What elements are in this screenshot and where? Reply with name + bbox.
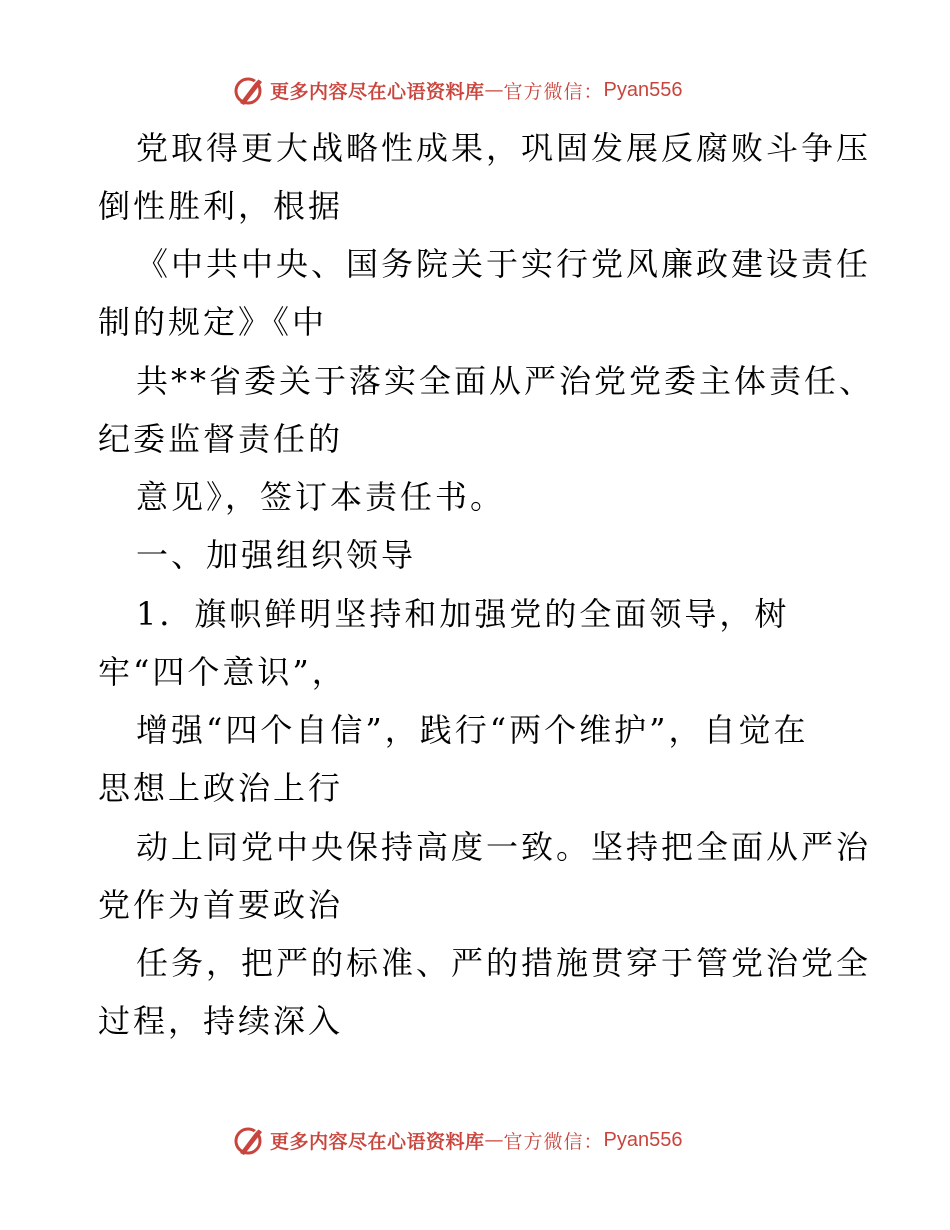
- section-heading: 一、加强组织领导: [136, 536, 417, 574]
- banner-wechat-id: Pyan556: [603, 78, 683, 101]
- banner-brand-text: 更多内容尽在心语资料库: [270, 80, 485, 103]
- banner-separator: —: [484, 1129, 504, 1151]
- banner-brand-text: 更多内容尽在心语资料库: [270, 1130, 485, 1153]
- quill-pen-circle-logo-icon: [232, 73, 266, 107]
- body-line: 思想上政治上行: [98, 769, 344, 807]
- body-line: 动上同党中央保持高度一致。坚持把全面从严治: [136, 828, 872, 866]
- body-line: 增强“四个自信”，践行“两个维护”，自觉在: [136, 711, 809, 749]
- body-line: 过程，持续深入: [98, 1002, 344, 1040]
- body-line: 任务，把严的标准、严的措施贯穿于管党治党全: [136, 944, 872, 982]
- banner-wechat-label: 官方微信：: [503, 1130, 604, 1153]
- body-line: 纪委监督责任的: [98, 420, 344, 458]
- body-line: 《中共中央、国务院关于实行党风廉政建设责任: [136, 245, 872, 283]
- body-line: 牢“四个意识”，: [98, 653, 347, 691]
- body-line: 党取得更大战略性成果，巩固发展反腐败斗争压: [136, 129, 872, 167]
- body-line: 1．旗帜鲜明坚持和加强党的全面领导，树: [136, 595, 790, 633]
- quill-pen-circle-logo-icon: [232, 1123, 266, 1157]
- banner-separator: —: [484, 79, 504, 101]
- body-line: 制的规定》《中: [98, 303, 328, 341]
- body-line: 倒性胜利，根据: [98, 187, 344, 225]
- body-line: 党作为首要政治: [98, 886, 344, 924]
- body-line: 共**省委关于落实全面从严治党党委主体责任、: [136, 362, 875, 400]
- header-banner: [232, 70, 752, 110]
- footer-banner: [232, 1120, 752, 1160]
- banner-wechat-label: 官方微信：: [503, 80, 604, 103]
- banner-wechat-id: Pyan556: [603, 1128, 683, 1151]
- body-line: 意见》，签订本责任书。: [136, 478, 506, 516]
